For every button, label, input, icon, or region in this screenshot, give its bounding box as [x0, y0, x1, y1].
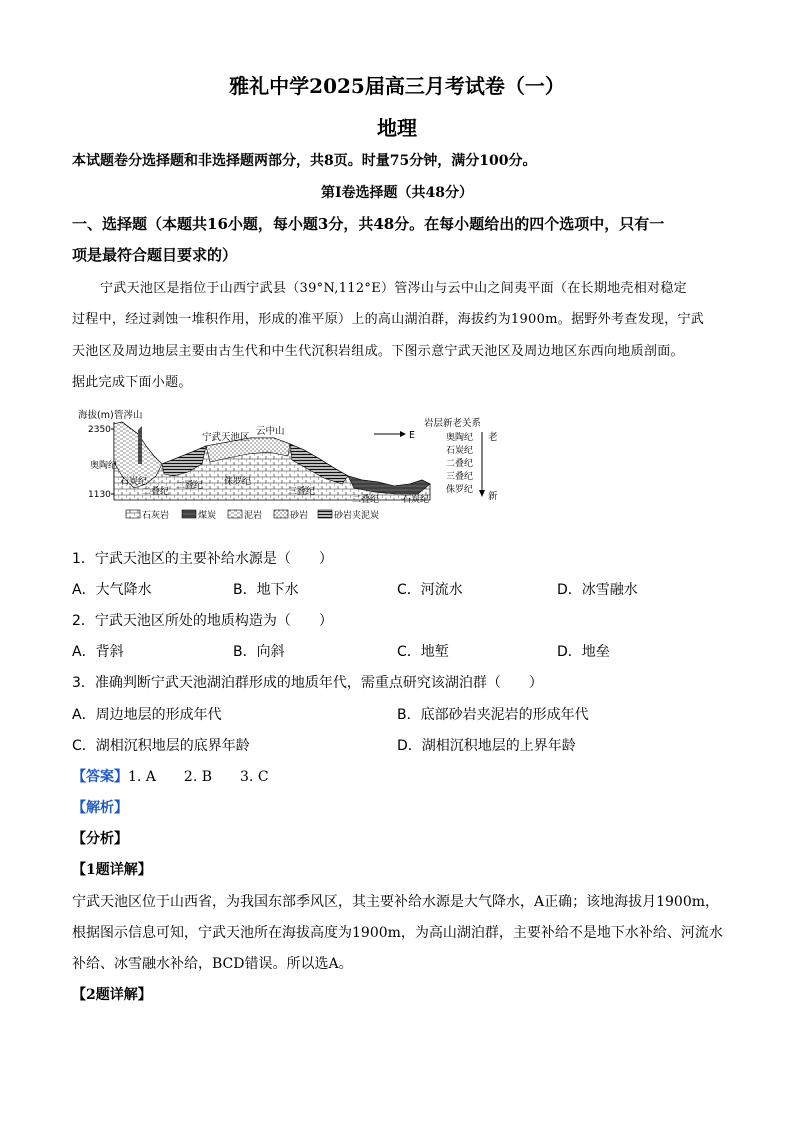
- subject-title: 地理: [377, 116, 417, 140]
- passage-line2: 过程中，经过剥蚀一堆积作用，形成的准平原）上的高山湖泊群，海拔约为1900m。据野外考查发现，宁武: [72, 312, 705, 327]
- detail-1-line3: 补给、冰雪融水补给，BCD错误。所以选A。: [72, 956, 353, 972]
- y-bottom-value: 1130: [88, 490, 111, 500]
- detail-1-tag: 【1题详解】: [72, 862, 152, 878]
- label-permian-1: 二叠纪: [142, 487, 170, 497]
- q3-option-d[interactable]: D．湖相沉积地层的上界年龄: [397, 738, 576, 754]
- q2-option-d[interactable]: D．地垒: [557, 644, 610, 660]
- answer-tag: 【答案】: [72, 769, 128, 785]
- q3-option-a[interactable]: A．周边地层的形成年代: [72, 707, 222, 723]
- y-axis-label: 海拔(m): [78, 410, 114, 421]
- place-yunzhong: 云中山: [256, 426, 285, 437]
- question-1-stem: 1．宁武天池区的主要补给水源是（ ）: [72, 551, 333, 567]
- label-ordovician: 奥陶纪: [90, 461, 118, 471]
- legend-sandstone: 砂岩: [290, 511, 309, 521]
- label-jurassic: 侏罗纪: [224, 477, 252, 487]
- geologic-cross-section: [78, 402, 518, 524]
- part-title-line2: 项是最符合题目要求的）: [72, 246, 238, 264]
- q2-option-a[interactable]: A．背斜: [72, 644, 124, 660]
- label-triassic: 三叠纪: [288, 487, 316, 497]
- q2-option-b[interactable]: B．向斜: [233, 644, 285, 660]
- label-carboniferous: 石炭纪: [120, 477, 148, 487]
- answer-line: [72, 766, 269, 786]
- q1-option-a[interactable]: A．大气降水: [72, 582, 152, 598]
- order-2: 石炭纪: [446, 446, 474, 456]
- part-title-line1: 一、选择题（本题共16小题，每小题3分，共48分。在每小题给出的四个选项中，只有一: [72, 215, 665, 233]
- detail-2-tag: 【2题详解】: [72, 987, 152, 1003]
- q1-option-b[interactable]: B．地下水: [233, 582, 299, 598]
- q2-option-c[interactable]: C．地堑: [397, 644, 449, 660]
- label-permian-2: 二叠纪: [176, 481, 204, 491]
- answer-values: 1. A 2. B 3. C: [128, 769, 269, 785]
- order-1: 奥陶纪: [446, 433, 474, 443]
- y-top-value: 2350: [88, 425, 111, 435]
- exam-title: 雅礼中学2025届高三月考试卷（一）: [229, 74, 565, 98]
- question-2-stem: 2．宁武天池区所处的地质构造为（ ）: [72, 613, 333, 629]
- place-tianchi: 宁武天池区: [202, 432, 250, 443]
- detail-1-line2: 根据图示信息可知，宁武天池所在海拔高度为1900m，为高山湖泊群，主要补给不是地下水补给、河流水: [72, 925, 723, 941]
- legend-limestone: 石灰岩: [142, 511, 170, 521]
- label-carboniferous-2: 石炭纪: [402, 495, 430, 505]
- new-label: 新: [488, 491, 498, 502]
- direction-label: E: [409, 430, 416, 441]
- strata-coal-seam: [138, 426, 142, 464]
- section-title: 第Ⅰ卷选择题（共48分）: [320, 185, 474, 201]
- order-5: 侏罗纪: [446, 485, 474, 495]
- q1-option-d[interactable]: D．冰雪融水: [557, 582, 638, 598]
- legend-mudstone: 泥岩: [244, 511, 263, 521]
- detail-1-line1: 宁武天池区位于山西省，为我国东部季风区，其主要补给水源是大气降水，A正确；该地海拔月1900m，: [72, 894, 720, 910]
- order-4: 三叠纪: [446, 472, 474, 482]
- fenxi-tag: 【分析】: [72, 831, 128, 847]
- old-label: 老: [488, 432, 498, 443]
- legend-coal: 煤炭: [198, 511, 217, 521]
- question-3-stem: 3．准确判断宁武天池湖泊群形成的地质年代，需重点研究该湖泊群（ ）: [72, 675, 543, 691]
- strata-order-title: 岩层新老关系: [424, 418, 482, 429]
- passage-line3: 天池区及周边地层主要由古生代和中生代沉积岩组成。下图示意宁武天池区及周边地区东西向地质剖面。: [72, 344, 684, 359]
- exam-intro: 本试题卷分选择题和非选择题两部分，共8页。时量75分钟，满分100分。: [72, 153, 537, 169]
- place-guancen: 管涔山: [114, 410, 143, 421]
- order-3: 二叠纪: [446, 459, 474, 469]
- analysis-tag: 【解析】: [72, 800, 128, 816]
- q3-option-c[interactable]: C．湖相沉积地层的底界年龄: [72, 738, 250, 754]
- q3-option-b[interactable]: B．底部砂岩夹泥岩的形成年代: [397, 707, 589, 723]
- label-permian-3: 二叠纪: [352, 495, 380, 505]
- passage-line4: 据此完成下面小题。: [72, 375, 192, 390]
- legend-sandstone-mud: 砂岩夹泥炭: [334, 511, 380, 521]
- passage-line1: 宁武天池区是指位于山西宁武县（39°N,112°E）管涔山与云中山之间夷平面（在长期地壳相对稳定: [100, 281, 687, 296]
- q1-option-c[interactable]: C．河流水: [397, 582, 463, 598]
